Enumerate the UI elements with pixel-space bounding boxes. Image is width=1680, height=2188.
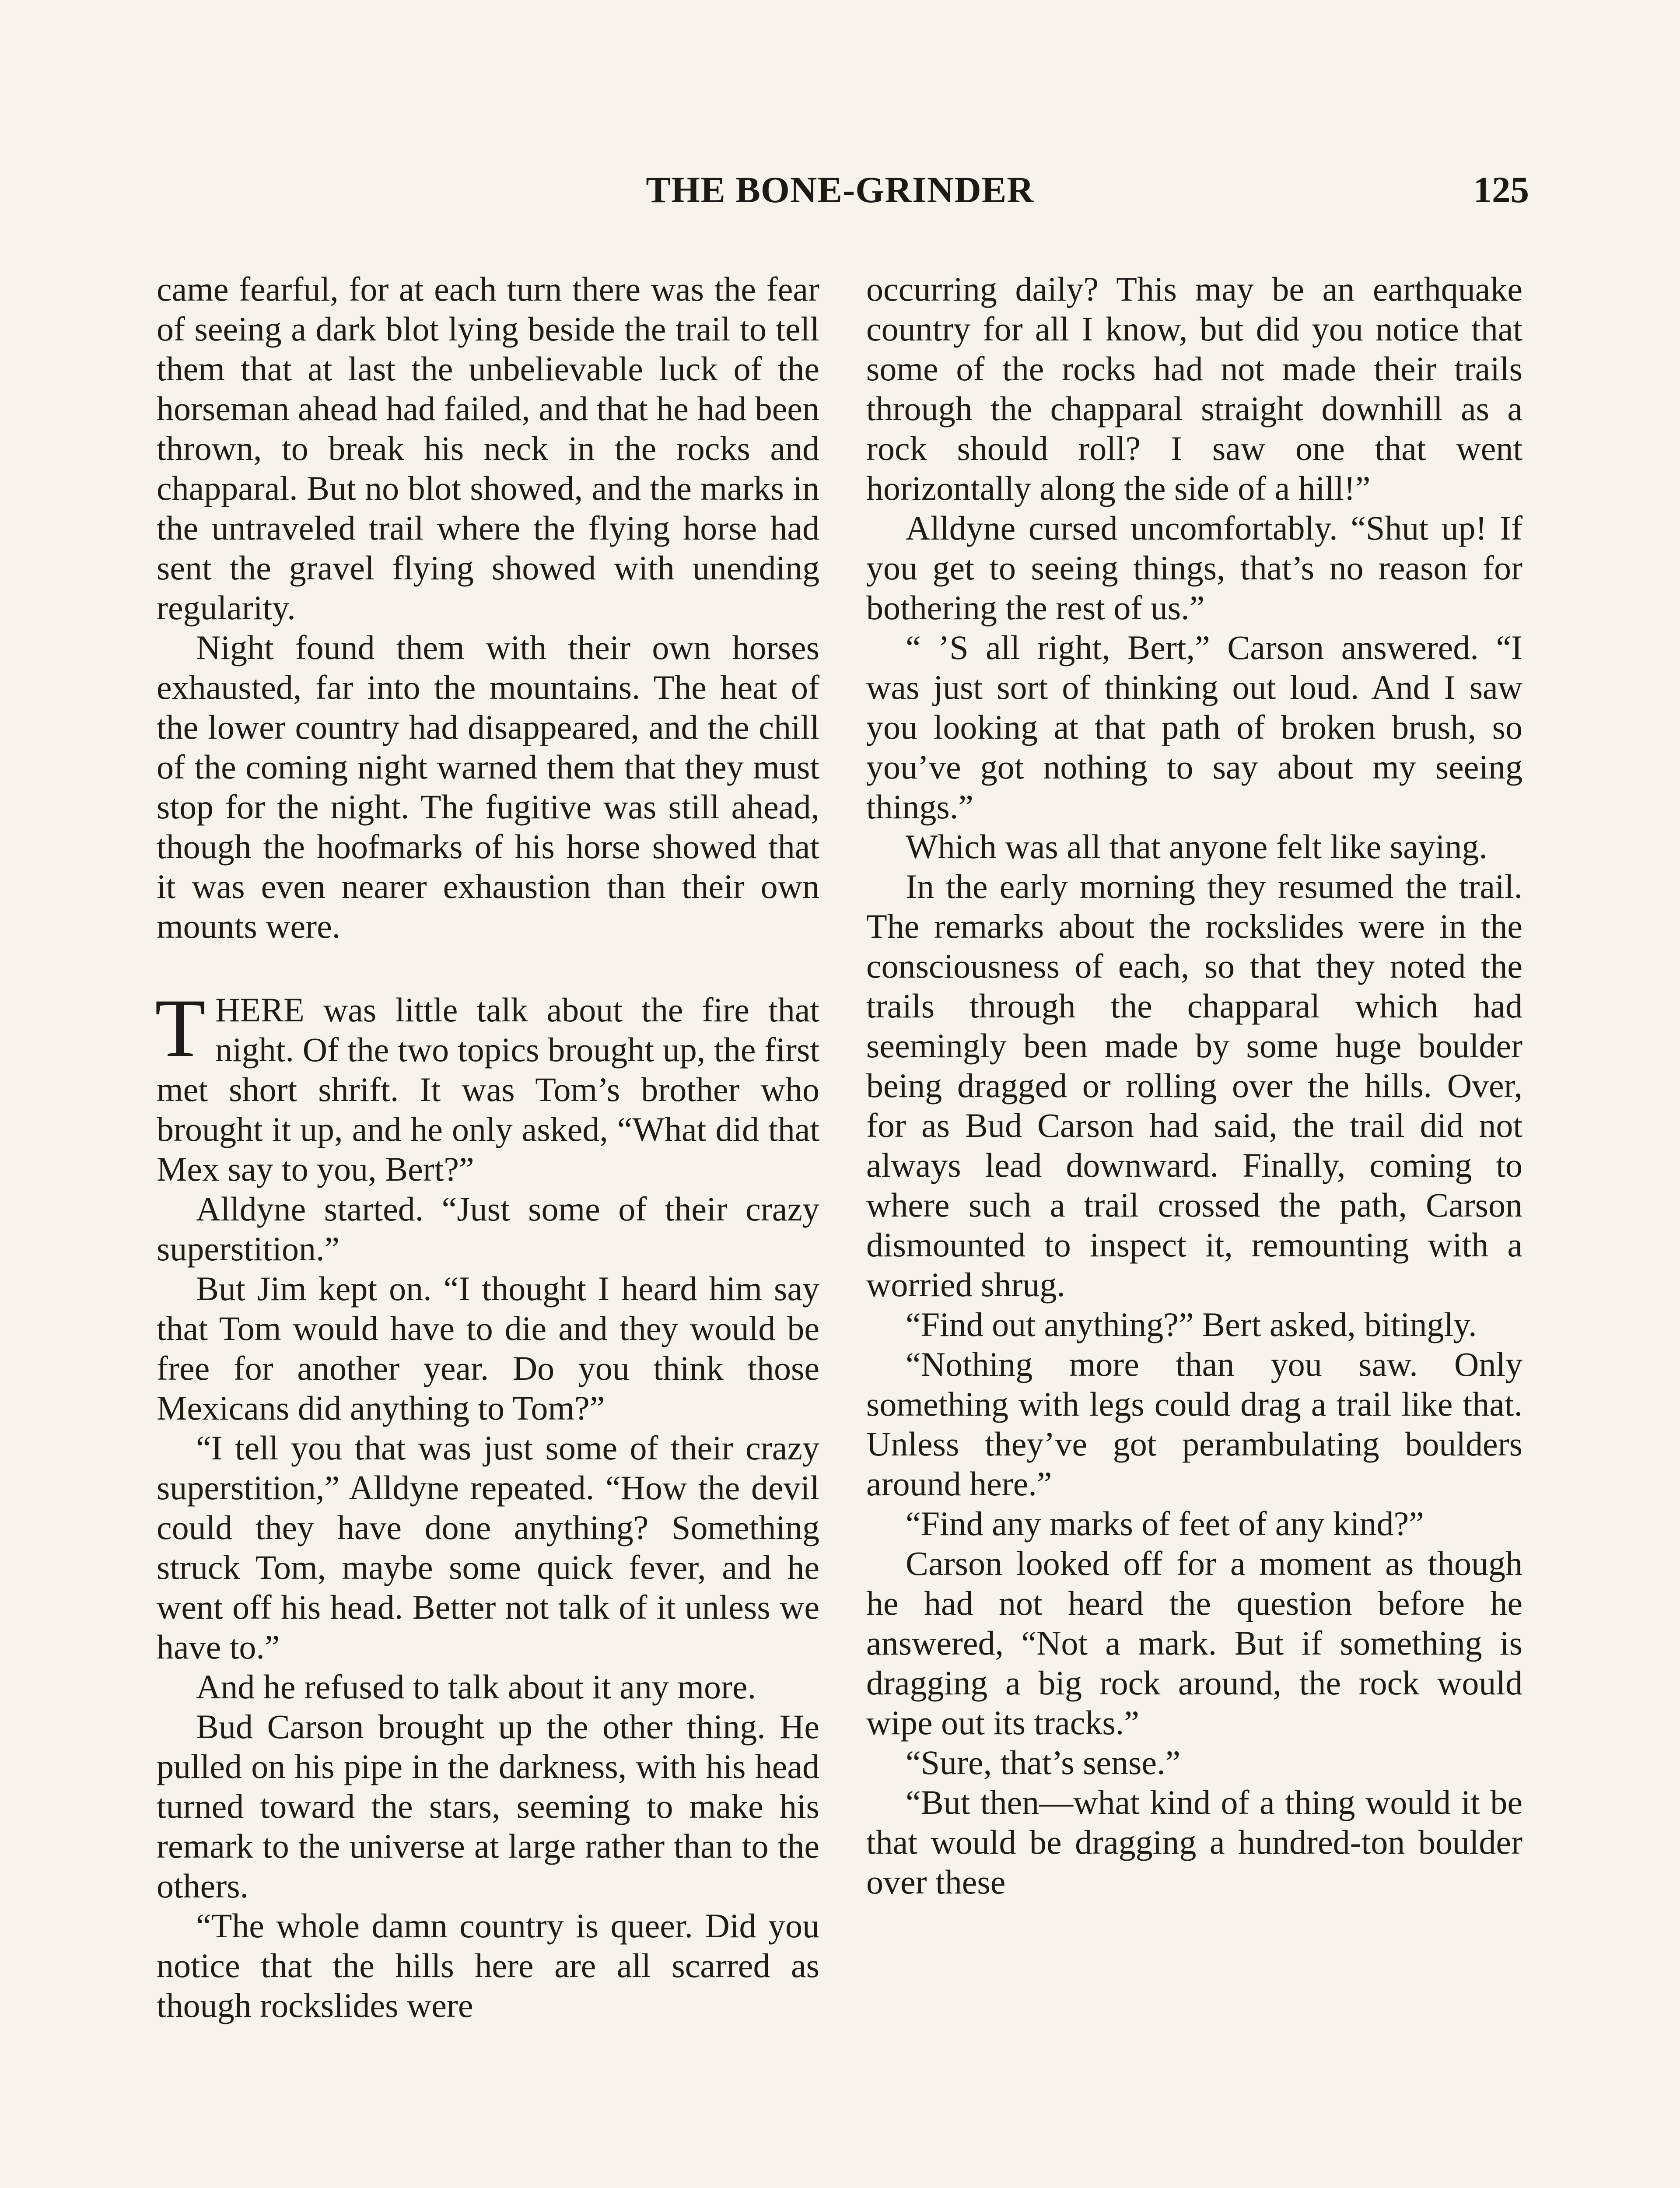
paragraph: Alldyne cursed uncomfortably. “Shut up! If you get to seeing things, that’s no reason for bothering the rest of us.” bbox=[866, 509, 1522, 627]
small-caps-lead: HERE bbox=[215, 991, 304, 1029]
paragraph: “But then—what kind of a thing would it be that would be dragging a hundred-ton boulder over these bbox=[866, 1783, 1522, 1901]
paragraph: “Find any marks of feet of any kind?” bbox=[906, 1504, 1424, 1543]
drop-cap: T bbox=[155, 982, 206, 1074]
paragraph: “Sure, that’s sense.” bbox=[906, 1743, 1181, 1781]
paragraph: Which was all that anyone felt like saying. bbox=[906, 828, 1488, 866]
left-column bbox=[157, 269, 819, 2025]
paragraph: Bud Carson brought up the other thing. He pulled on his pipe in the darkness, with his head turned toward the stars, seeming to make his remark to the universe at large rather than to the others. bbox=[157, 1708, 819, 1905]
paragraph: “ ’S all right, Bert,” Carson answered. “I was just sort of thinking out loud. And I saw you looking at that path of broken brush, so you’ve got nothing to say about my seeing things.” bbox=[866, 628, 1522, 826]
page-number: 125 bbox=[1473, 169, 1529, 210]
paragraph: Alldyne started. “Just some of their crazy superstition.” bbox=[157, 1190, 819, 1268]
paragraph: “Find out anything?” Bert asked, bitingly. bbox=[906, 1305, 1477, 1343]
running-header-title: THE BONE-GRINDER bbox=[646, 169, 1034, 210]
paragraph: Carson looked off for a moment as though he had not heard the question before he answered, “Not a mark. But if something is dragging a big rock around, the rock would wipe out its tracks.” bbox=[866, 1544, 1522, 1742]
paragraph-text: was little talk about the fire that night. Of the two topics brought up, the first met short shrift. It was Tom’s brother who brought it up, and he only asked, “What did that Mex say to you, Bert?” bbox=[157, 991, 819, 1188]
section-opening-paragraph bbox=[155, 982, 819, 1189]
paragraph: In the early morning they resumed the trail. The remarks about the rockslides were in the consciousness of each, so that they noted the trails through the chapparal which had seemingly been made by some huge boulder being dragged or rolling over the hills. Over, for as Bud Carson had said, the trail did not always lead downward. Finally, coming to where such a trail crossed the path, Carson dismounted to inspect it, remounting with a worried shrug. bbox=[866, 867, 1522, 1304]
section-break bbox=[157, 946, 819, 990]
paragraph: occurring daily? This may be an earthquake country for all I know, but did you notice that some of the rocks had not made their trails through the chapparal straight downhill as a rock should roll? I saw one that went horizontally along the side of a hill!” bbox=[866, 270, 1522, 507]
paragraph: “Nothing more than you saw. Only something with legs could drag a trail like that. Unless they’ve got perambulating boulders around here.” bbox=[866, 1345, 1522, 1503]
right-column bbox=[866, 269, 1522, 1902]
paragraph: And he refused to talk about it any more. bbox=[196, 1668, 756, 1706]
paragraph: But Jim kept on. “I thought I heard him say that Tom would have to die and they would be free for another year. Do you think those Mexicans did anything to Tom?” bbox=[157, 1269, 819, 1427]
paragraph: Night found them with their own horses exhausted, far into the mountains. The heat of the lower country had disappeared, and the chill of the coming night warned them that they must stop for the night. The fugitive was still ahead, though the hoofmarks of his horse showed that it was even nearer exhaustion than their own mounts were. bbox=[157, 628, 819, 945]
paragraph: “I tell you that was just some of their crazy superstition,” Alldyne repeated. “How the devil could they have done anything? Something struck Tom, maybe some quick fever, and he went off his head. Better not talk of it unless we have to.” bbox=[157, 1429, 819, 1666]
paragraph: “The whole damn country is queer. Did you notice that the hills here are all scarred as though rockslides were bbox=[157, 1907, 819, 2024]
paragraph: came fearful, for at each turn there was the fear of seeing a dark blot lying beside the trail to tell them that at last the unbelievable luck of the horseman ahead had failed, and that he had been thrown, to break his neck in the rocks and chapparal. But no blot showed, and the marks in the untraveled trail where the flying horse had sent the gravel flying showed with unending regularity. bbox=[157, 270, 819, 627]
